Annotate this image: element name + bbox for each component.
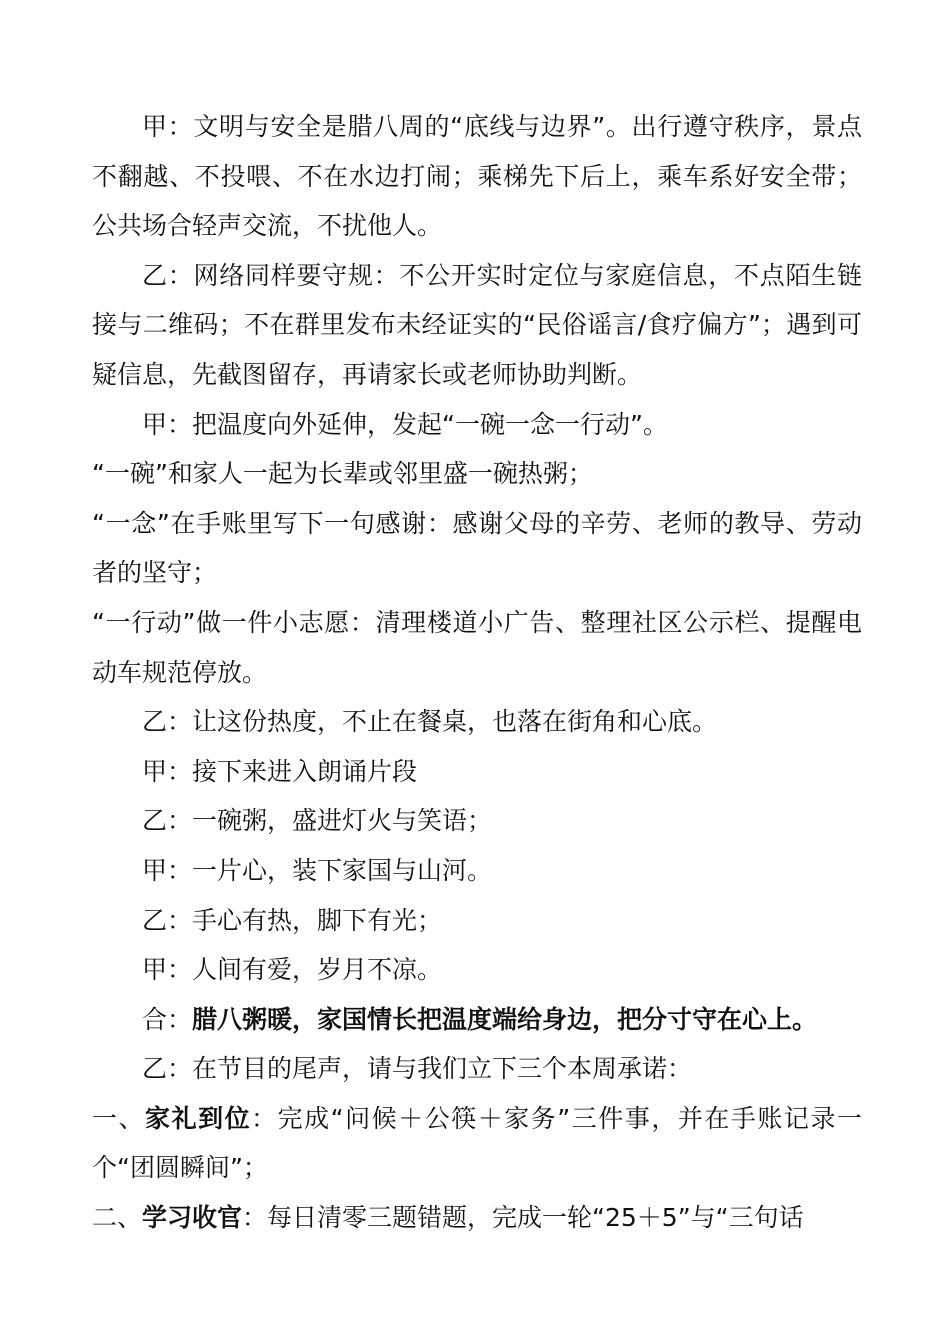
paragraph-civility-safety: 甲：文明与安全是腊八周的“底线与边界”。出行遵守秩序，景点不翻越、不投喂、不在水边打闹；乘梯先下后上，乘车系好安全带；公共场合轻声交流，不扰他人。 bbox=[92, 112, 862, 241]
paragraph-online-rules: 乙：网络同样要守规：不公开实时定位与家庭信息，不点陌生链接与二维码；不在群里发布未经证实的“民俗谣言/食疗偏方”；遇到可疑信息，先截图留存，再请家长或老师协助判断。 bbox=[92, 260, 862, 389]
document-page bbox=[92, 102, 862, 1243]
paragraph-one-action: “一行动”做一件小志愿：清理楼道小广告、整理社区公示栏、提醒电动车规范停放。 bbox=[92, 607, 862, 687]
recitation-line-1: 乙：一碗粥，盛进灯火与笑语； bbox=[142, 806, 493, 836]
paragraph-initiative-intro: 甲：把温度向外延伸，发起“一碗一念一行动”。 bbox=[142, 409, 668, 439]
paragraph-one-thought: “一念”在手账里写下一句感谢：感谢父母的辛劳、老师的教导、劳动者的坚守； bbox=[92, 508, 862, 588]
recitation-line-3: 乙：手心有热，脚下有光； bbox=[142, 905, 443, 935]
commitment-text: ：每日清零三题错题，完成一轮“25＋5”与“三句话 bbox=[242, 1203, 804, 1233]
commitment-item-2 bbox=[92, 1193, 862, 1243]
commitment-item-1 bbox=[92, 1094, 862, 1193]
paragraph-recitation-intro: 甲：接下来进入朗诵片段 bbox=[142, 756, 418, 786]
recitation-line-4: 甲：人间有爱，岁月不凉。 bbox=[142, 955, 443, 985]
commitment-text: ：完成“问候＋公筷＋家务”三件事，并在手账记录一个“团圆瞬间”； bbox=[92, 1103, 862, 1183]
commitment-title: 家礼到位 bbox=[145, 1103, 252, 1133]
together-prefix: 合： bbox=[142, 1004, 193, 1034]
paragraph-warmth: 乙：让这份热度，不止在餐桌，也落在街角和心底。 bbox=[142, 707, 718, 737]
commitment-title: 学习收官 bbox=[142, 1203, 243, 1233]
paragraph-one-bowl: “一碗”和家人一起为长辈或邻里盛一碗热粥； bbox=[92, 459, 593, 489]
paragraph-closing: 乙：在节目的尾声，请与我们立下三个本周承诺： bbox=[142, 1054, 693, 1084]
together-bold-text: 腊八粥暖，家国情长把温度端给身边，把分寸守在心上。 bbox=[192, 1004, 818, 1034]
commitment-number: 二、 bbox=[92, 1203, 143, 1233]
recitation-line-2: 甲：一片心，装下家国与山河。 bbox=[142, 855, 493, 885]
commitment-number: 一、 bbox=[92, 1103, 146, 1133]
paragraph-together bbox=[92, 995, 862, 1045]
